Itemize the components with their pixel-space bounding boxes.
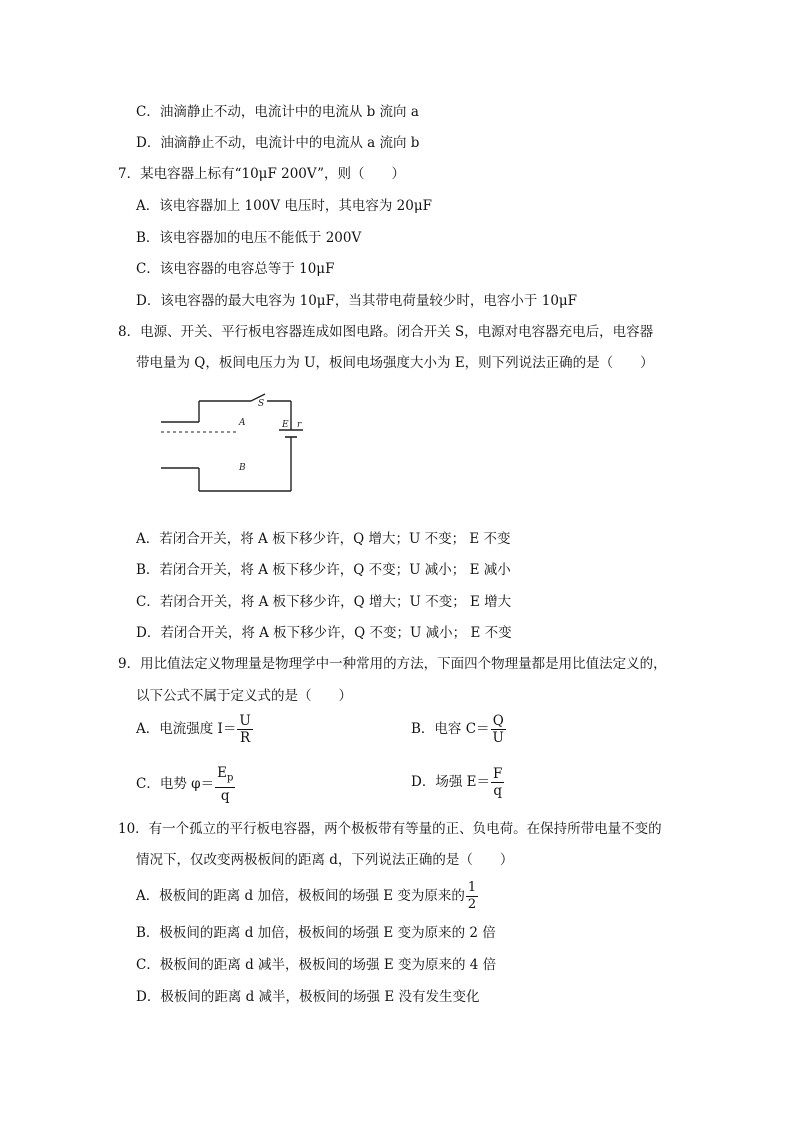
- q8-option-b: B．若闭合开关，将 A 板下移少许，Q 不变；U 减小； E 减小: [136, 562, 511, 578]
- q10-option-a-text: A．极板间的距离 d 加倍，极板间的场强 E 变为原来的: [136, 888, 465, 904]
- q10-option-a: [136, 879, 478, 913]
- q9-option-b-fraction: [491, 713, 506, 746]
- q9-option-a-prefix: A．电流强度 I＝: [136, 721, 237, 737]
- fraction-numerator: Q: [492, 713, 504, 729]
- q9-option-b: [411, 712, 506, 746]
- q8-stem-line1: 8．电源、开关、平行板电容器连成如图电路。闭合开关 S，电源对电容器充电后，电容器: [118, 324, 654, 340]
- q9-option-d-prefix: D．场强 E＝: [411, 774, 490, 790]
- numerator-subscript: p: [226, 772, 234, 784]
- fraction-denominator: q: [220, 787, 230, 804]
- numerator-symbol: E: [217, 765, 227, 781]
- switch-label: S: [258, 399, 265, 409]
- q6-option-c: C．油滴静止不动，电流计中的电流从 b 流向 a: [136, 104, 419, 120]
- emf-label: E: [282, 420, 289, 430]
- fraction-denominator: R: [239, 730, 251, 746]
- q10-stem-line2: 情况下，仅改变两极板间的距离 d，下列说法正确的是（ ）: [136, 852, 514, 868]
- q10-option-d: D．极板间的距离 d 减半，极板间的场强 E 没有发生变化: [136, 989, 480, 1005]
- q7-option-a: A．该电容器加上 100V 电压时，其电容为 20μF: [136, 198, 432, 214]
- fraction-numerator: 1: [467, 880, 477, 895]
- q8-stem-line2: 带电量为 Q，板间电压力为 U，板间电场强度大小为 E，则下列说法正确的是（ ）: [136, 355, 654, 371]
- plate-a-label: A: [239, 418, 246, 428]
- q7-option-d: D．该电容器的最大电容为 10μF，当其带电荷量较少时，电容小于 10μF: [136, 293, 578, 309]
- fraction-numerator: [215, 765, 235, 788]
- q6-option-d: D．油滴静止不动，电流计中的电流从 a 流向 b: [136, 135, 420, 151]
- q10-option-c: C．极板间的距离 d 减半，极板间的场强 E 变为原来的 4 倍: [136, 957, 497, 973]
- q8-option-d: D．若闭合开关，将 A 板下移少许，Q 不变；U 减小； E 不变: [136, 625, 512, 641]
- q9-stem-line1: 9．用比值法定义物理量是物理学中一种常用的方法，下面四个物理量都是用比值法定义的，: [118, 656, 667, 672]
- q10-stem-line1: 10．有一个孤立的平行板电容器，两个极板带有等量的正、负电荷。在保持所带电量不变的: [118, 821, 662, 837]
- q7-option-c: C．该电容器的电容总等于 10μF: [136, 261, 335, 277]
- q8-option-c: C．若闭合开关，将 A 板下移少许，Q 增大；U 不变； E 增大: [136, 594, 512, 610]
- q9-option-d: [411, 765, 504, 799]
- q9-option-a-fraction: [237, 713, 252, 746]
- q9-option-c-fraction: [215, 765, 235, 804]
- fraction-numerator: U: [239, 713, 251, 729]
- q9-option-c-prefix: C．电势 φ＝: [136, 775, 215, 792]
- fraction-denominator: q: [493, 783, 502, 799]
- plate-b-label: B: [239, 463, 246, 473]
- q9-option-c: [136, 765, 235, 804]
- q9-option-a: [136, 712, 253, 746]
- q9-stem-line2: 以下公式不属于定义式的是（ ）: [136, 688, 352, 704]
- q9-option-d-fraction: [491, 766, 504, 799]
- fraction-denominator: U: [492, 730, 504, 746]
- q7-option-b: B．该电容器加的电压不能低于 200V: [136, 230, 362, 246]
- q10-option-a-fraction: [466, 880, 478, 913]
- q7-stem: 7．某电容器上标有“10μF 200V”，则（ ）: [118, 166, 406, 182]
- q9-option-b-prefix: B．电容 C＝: [411, 721, 490, 737]
- q8-option-a: A．若闭合开关，将 A 板下移少许，Q 增大；U 不变； E 不变: [136, 531, 511, 547]
- q8-circuit-diagram: [155, 388, 305, 496]
- fraction-denominator: 2: [467, 897, 477, 912]
- fraction-numerator: F: [492, 766, 503, 782]
- q10-option-b: B．极板间的距离 d 加倍，极板间的场强 E 变为原来的 2 倍: [136, 925, 496, 941]
- resistance-label: r: [297, 420, 302, 430]
